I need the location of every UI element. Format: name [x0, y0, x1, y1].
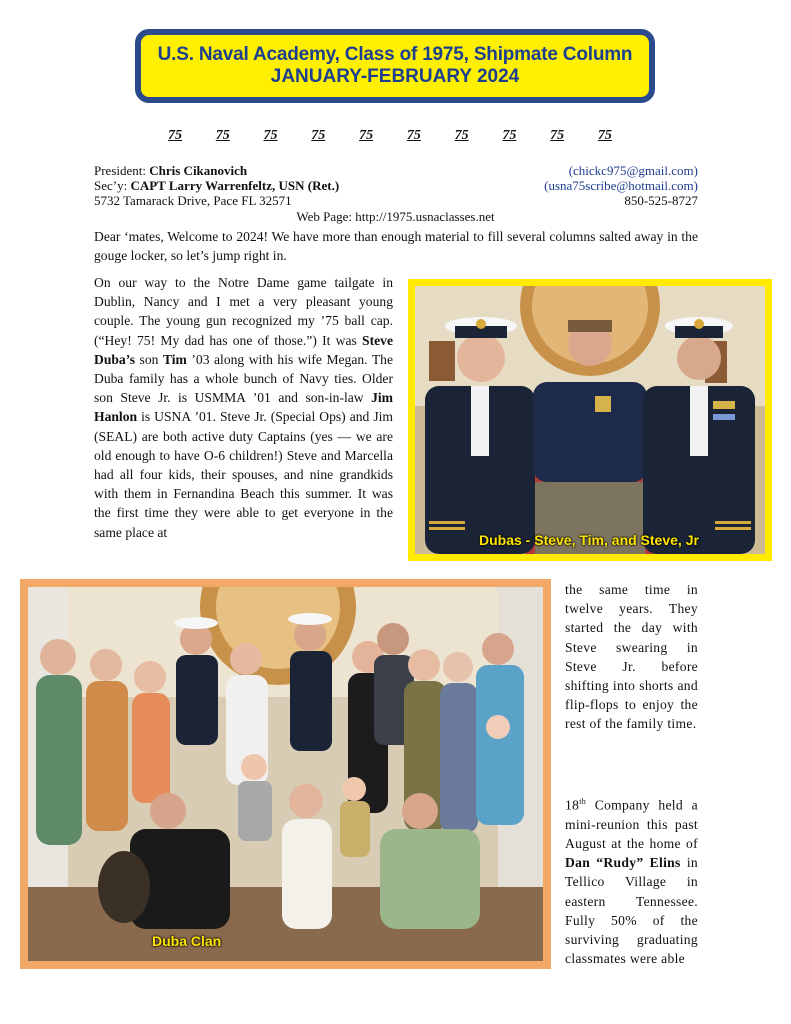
photo-caption: Duba Clan: [152, 933, 222, 949]
left-column-text: On our way to the Notre Dame game tailgate in Dublin, Nancy and I met a very pleasant young couple. The young gun recognized my ’75 ball cap. (“Hey! 75! My dad has one of those.”) It was Steve Duba’s son Tim ’03 along with his wife Megan. The Duba family has a whole bunch of Navy ties. Older son Steve Jr. is USMMA ’01 and son-in-law Jim Hanlon is USNA ’01. Steve Jr. (Special Ops) and Jim (SEAL) are both active duty Captains (yes — we are old enough to have O-6 children!) Steve and Marcella had all four kids, their spouses, and nine grandkids with them in Fernandina Beach this summer. It was the first time they were able to get everyone in the same place at: [94, 275, 393, 540]
person-name: Jim Hanlon: [94, 390, 393, 425]
separator-mark: 75: [406, 128, 421, 143]
photo-illustration: [28, 587, 543, 961]
web-page-link[interactable]: Web Page: http://1975.usnaclasses.net: [296, 209, 495, 224]
banner-issue-date: JANUARY-FEBRUARY 2024: [270, 66, 520, 87]
banner-title: U.S. Naval Academy, Class of 1975, Shipmate Column: [157, 44, 633, 65]
separator-mark: 75: [550, 128, 565, 143]
photo-image: [28, 587, 543, 961]
separator-mark: 75: [502, 128, 517, 143]
president-name: Chris Cikanovich: [149, 163, 248, 178]
column-banner: [135, 29, 655, 103]
separator-mark: 75: [597, 128, 612, 143]
company-reunion-text: 18th Company held a mini-reunion this past August at the home of Dan “Rudy” Elins in Tellico Village in eastern Tennessee. Fully 50% of the surviving graduating classmates were able: [565, 797, 698, 967]
phone-number: 850-525-8727: [624, 193, 698, 208]
separator-mark: 75: [215, 128, 230, 143]
mailing-address: 5732 Tamarack Drive, Pace FL 32571: [94, 193, 292, 208]
separator-mark: 75: [359, 128, 374, 143]
separator-mark: 75: [454, 128, 469, 143]
class-year-separator: [160, 128, 620, 148]
person-name: Steve Duba’s: [94, 332, 393, 367]
person-name: Tim: [162, 351, 187, 367]
photo-illustration: [415, 286, 765, 554]
photo-dubas-officers: [408, 279, 772, 561]
separator-mark: 75: [311, 128, 326, 143]
secretary-name: CAPT Larry Warrenfeltz, USN (Ret.): [130, 178, 340, 193]
president-email[interactable]: (chickc975@gmail.com): [568, 163, 698, 178]
photo-duba-clan: [20, 579, 551, 969]
separator-mark: 75: [168, 128, 182, 143]
person-name: Dan “Rudy” Elins: [565, 855, 681, 871]
separator-mark: 75: [263, 128, 278, 143]
right-column-text: the same time in twelve years. They started the day with Steve swearing in Steve Jr. before shifting into shorts and flip-flops to enjoy the rest of the family time.: [565, 582, 698, 732]
photo-caption: Dubas - Steve, Tim, and Steve, Jr: [479, 532, 699, 548]
intro-paragraph: Dear ‘mates, Welcome to 2024! We have more than enough material to fill several columns salted away in the gouge locker, so let’s jump right in.: [94, 229, 698, 264]
photo-image: [415, 286, 765, 554]
secretary-email[interactable]: (usna75scribe@hotmail.com): [544, 178, 698, 193]
